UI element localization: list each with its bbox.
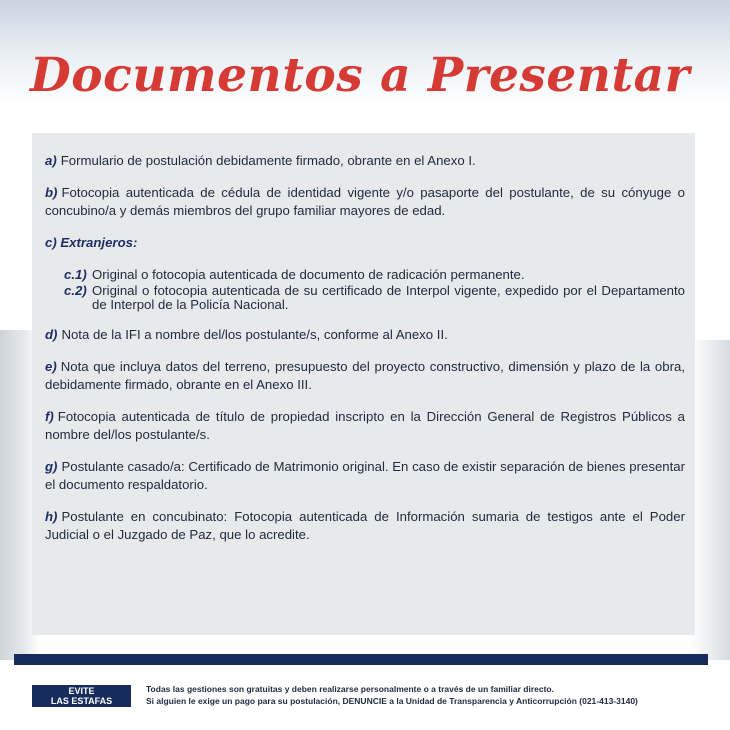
- item-text: Original o fotocopia autenticada de documento de radicación permanente.: [92, 267, 525, 282]
- requirements-panel: [32, 133, 695, 635]
- requirement-c: [45, 234, 685, 252]
- requirement-h: [45, 508, 685, 544]
- item-text: Original o fotocopia autenticada de su certificado de Interpol vigente, expedido por el Departamento de Interpol de la Policía Nacional.: [92, 283, 685, 312]
- requirement-c1: [45, 266, 685, 284]
- item-text: Postulante casado/a: Certificado de Matrimonio original. En caso de existir separación de bienes presentar el documento respaldatorio.: [45, 459, 685, 492]
- requirement-c2: [45, 284, 685, 312]
- item-text: Nota de la IFI a nombre del/los postulante/s, conforme al Anexo II.: [61, 327, 448, 342]
- item-label: c) Extranjeros:: [45, 235, 138, 250]
- requirement-a: [45, 152, 685, 170]
- item-label: h): [45, 509, 58, 524]
- requirements-list: [45, 152, 685, 558]
- requirement-f: [45, 408, 685, 444]
- item-label: d): [45, 327, 58, 342]
- item-text: Formulario de postulación debidamente firmado, obrante en el Anexo I.: [60, 153, 476, 168]
- page-title: Documentos a Presentar: [30, 48, 690, 103]
- requirement-g: [45, 458, 685, 494]
- footer-line-1: Todas las gestiones son gratuitas y deben realizarse personalmente o a través de un familiar directo.: [146, 684, 554, 694]
- badge-line-1: EVITE: [68, 686, 95, 696]
- requirement-e: [45, 358, 685, 394]
- item-label: f): [45, 409, 54, 424]
- footer-notice: [146, 683, 716, 707]
- requirement-d: [45, 326, 685, 344]
- item-label: c.2): [64, 283, 87, 298]
- item-text: Fotocopia autenticada de título de propiedad inscripto en la Dirección General de Registros Públicos a nombre del/los postulante/s.: [45, 409, 685, 442]
- footer-line-2: Si alguien le exige un pago para su postulación, DENUNCIE a la Unidad de Transparencia y Anticorrupción (021-413-3140): [146, 696, 638, 706]
- item-label: a): [45, 153, 57, 168]
- requirement-b: [45, 184, 685, 220]
- item-text: Fotocopia autenticada de cédula de identidad vigente y/o pasaporte del postulante, de su cónyuge o concubino/a y demás miembros del grupo familiar mayores de edad.: [45, 185, 685, 218]
- background-photo-right: [690, 340, 730, 660]
- requirement-c-subitems: [45, 266, 685, 312]
- item-label: g): [45, 459, 58, 474]
- item-label: b): [45, 185, 58, 200]
- item-label: c.1): [64, 267, 87, 282]
- scam-warning-badge: [32, 685, 131, 707]
- item-text: Postulante en concubinato: Fotocopia autenticada de Información sumaria de testigos ante el Poder Judicial o el Juzgado de Paz, que lo acredite.: [45, 509, 685, 542]
- item-text: Nota que incluya datos del terreno, presupuesto del proyecto constructivo, dimensión y plazo de la obra, debidamente firmado, obrante en el Anexo III.: [45, 359, 685, 392]
- divider-bar: [14, 654, 708, 665]
- badge-line-2: LAS ESTAFAS: [50, 696, 113, 706]
- item-label: e): [45, 359, 57, 374]
